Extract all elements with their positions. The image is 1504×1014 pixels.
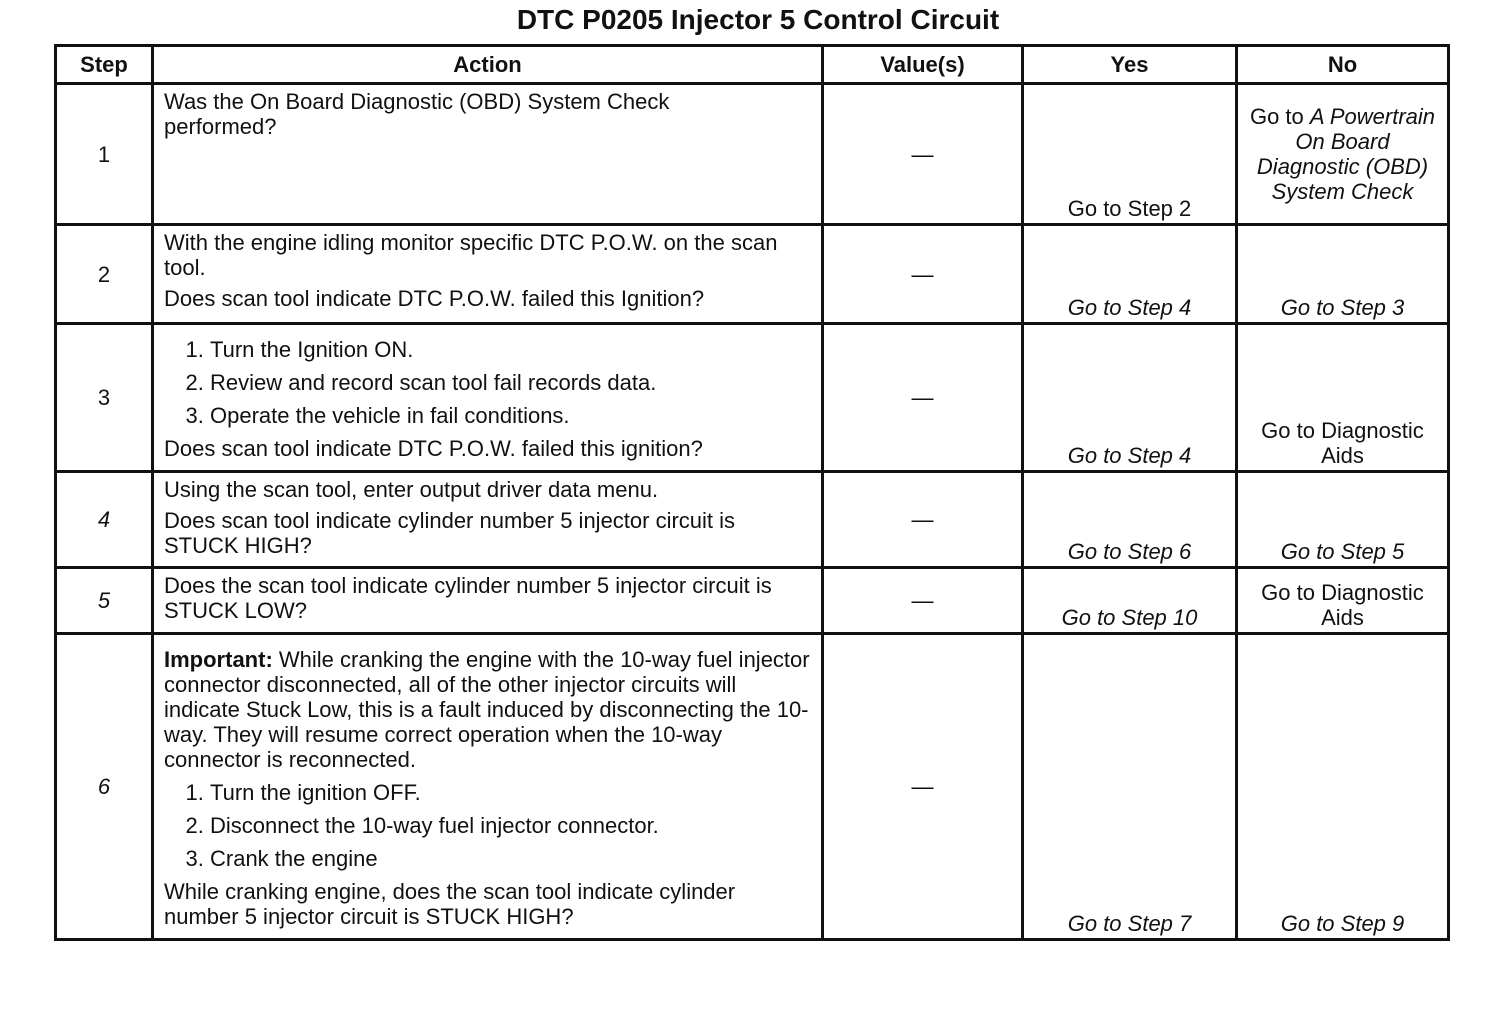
list-item: 2. Disconnect the 10-way fuel injector connector. — [210, 813, 811, 838]
question-text: Does scan tool indicate DTC P.O.W. failed this Ignition? — [164, 286, 705, 311]
list-item: 1. Turn the ignition OFF. — [210, 780, 811, 805]
step-number: 5 — [56, 568, 153, 634]
question-text: Was the On Board Diagnostic (OBD) System Check performed? — [164, 89, 670, 139]
value-cell: — — [823, 568, 1023, 634]
step-number: 4 — [56, 472, 153, 568]
table-row — [56, 568, 1449, 634]
table-row — [56, 225, 1449, 324]
no-cell: Go to Diagnostic Aids — [1237, 324, 1449, 472]
no-link-text: A Powertrain On Board Diagnostic (OBD) System Check — [1256, 104, 1436, 204]
no-text: Go to — [1249, 104, 1310, 129]
header-no: No — [1237, 46, 1449, 84]
action-steps — [154, 337, 811, 428]
action-cell — [153, 634, 823, 940]
yes-cell: Go to Step 6 — [1023, 472, 1237, 568]
yes-cell: Go to Step 7 — [1023, 634, 1237, 940]
list-item: 2. Review and record scan tool fail records data. — [210, 370, 811, 395]
no-cell: Go to Step 9 — [1237, 634, 1449, 940]
value-cell: — — [823, 634, 1023, 940]
table-row — [56, 634, 1449, 940]
question-text: While cranking engine, does the scan tool indicate cylinder number 5 injector circuit is STUCK HIGH? — [164, 879, 736, 929]
action-cell — [153, 324, 823, 472]
step-number: 6 — [56, 634, 153, 940]
no-cell — [1237, 84, 1449, 225]
action-cell — [153, 568, 823, 634]
header-action: Action — [153, 46, 823, 84]
action-cell — [153, 472, 823, 568]
list-item: 1. Turn the Ignition ON. — [210, 337, 811, 362]
no-cell: Go to Step 3 — [1237, 225, 1449, 324]
question-text: Does scan tool indicate cylinder number 5 injector circuit is STUCK HIGH? — [164, 508, 736, 558]
yes-cell: Go to Step 10 — [1023, 568, 1237, 634]
important-note — [164, 647, 811, 772]
no-cell: Go to Step 5 — [1237, 472, 1449, 568]
value-cell: — — [823, 324, 1023, 472]
important-text: While cranking the engine with the 10-way fuel injector connector disconnected, all of the other injector circuits will indicate Stuck Low, this is a fault induced by disconnecting the 10-way. They will resume correct operation when the 10-way connector is reconnected. — [164, 647, 810, 772]
no-cell: Go to Diagnostic Aids — [1237, 568, 1449, 634]
list-item: 3. Operate the vehicle in fail conditions. — [210, 403, 811, 428]
table-header-row — [56, 46, 1449, 84]
action-text: With the engine idling monitor specific DTC P.O.W. on the scan tool. — [164, 230, 778, 280]
question-text: Does the scan tool indicate cylinder number 5 injector circuit is STUCK LOW? — [164, 573, 772, 623]
action-cell — [153, 84, 823, 225]
table-row — [56, 472, 1449, 568]
question-text: Does scan tool indicate DTC P.O.W. failed this ignition? — [164, 436, 703, 461]
header-step: Step — [56, 46, 153, 84]
step-number: 3 — [56, 324, 153, 472]
yes-cell: Go to Step 4 — [1023, 225, 1237, 324]
action-steps — [154, 780, 811, 871]
diagnostic-table — [54, 44, 1450, 941]
action-cell — [153, 225, 823, 324]
step-number: 2 — [56, 225, 153, 324]
value-cell: — — [823, 472, 1023, 568]
value-cell: — — [823, 84, 1023, 225]
step-number: 1 — [56, 84, 153, 225]
header-yes: Yes — [1023, 46, 1237, 84]
value-cell: — — [823, 225, 1023, 324]
header-values: Value(s) — [823, 46, 1023, 84]
list-item: 3. Crank the engine — [210, 846, 811, 871]
important-label: Important: — [164, 647, 273, 672]
table-row — [56, 324, 1449, 472]
yes-cell: Go to Step 4 — [1023, 324, 1237, 472]
table-row — [56, 84, 1449, 225]
page-title: DTC P0205 Injector 5 Control Circuit — [516, 4, 1000, 35]
action-text: Using the scan tool, enter output driver data menu. — [164, 477, 659, 502]
yes-cell: Go to Step 2 — [1023, 84, 1237, 225]
